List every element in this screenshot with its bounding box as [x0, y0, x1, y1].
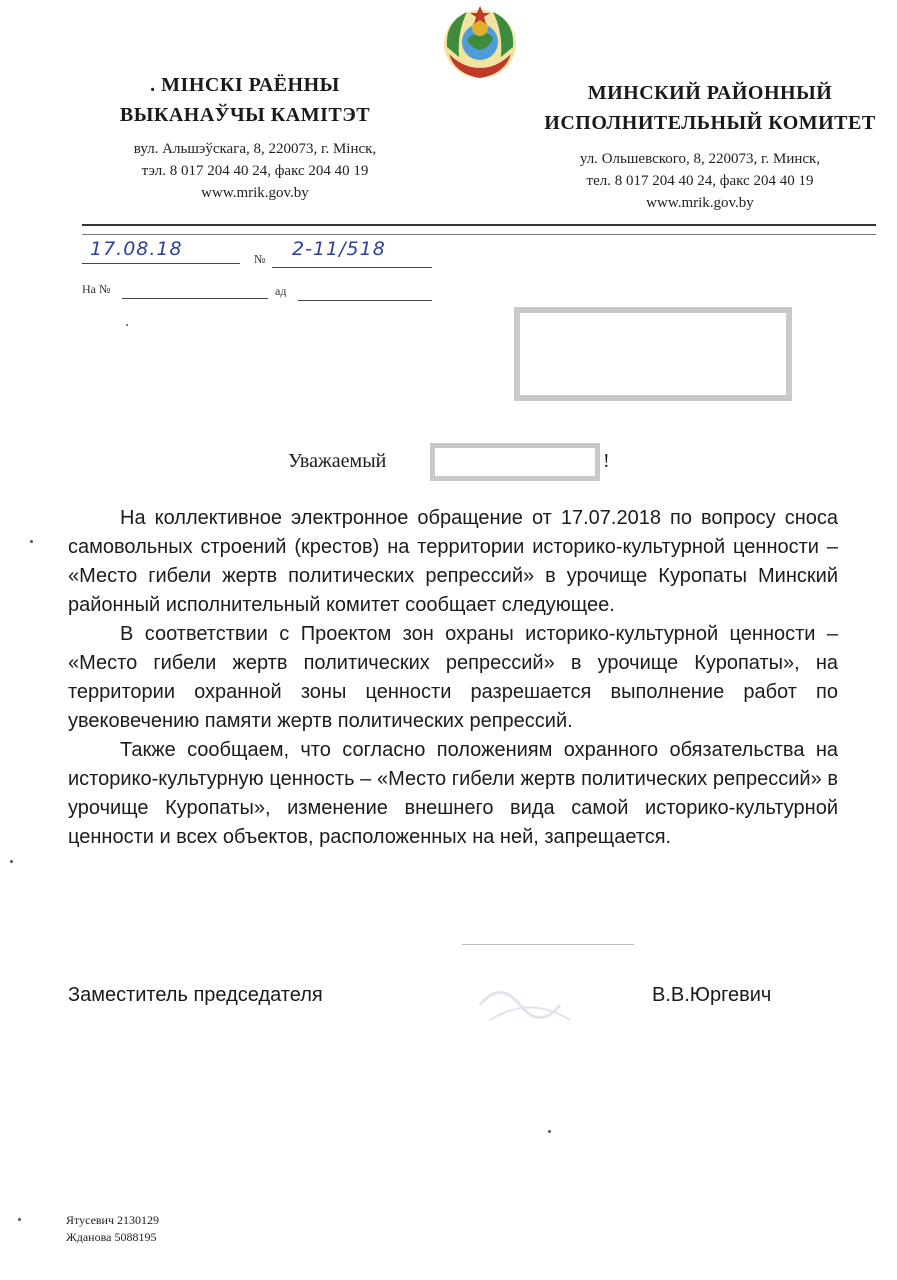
reference-label: На №: [82, 282, 111, 296]
org-name-by-line2: ВЫКАНАЎЧЫ КАМІТЭТ: [119, 104, 371, 126]
scan-speck: [548, 1130, 551, 1133]
letter-paragraph: В соответствии с Проектом зон охраны историко-культурной ценности – «Место гибели жертв политических репрессий» в урочище Куропаты», на территории охранной зоны ценности разрешается выполнение работ по увековечению памяти жертв политических репрессий.: [68, 623, 838, 732]
signatory-name: В.В.Юргевич: [652, 984, 772, 1006]
signature-line: [462, 944, 634, 945]
address-ru-line1: ул. Ольшевского, 8, 220073, г. Минск,: [579, 151, 821, 167]
letter-body: [68, 504, 838, 852]
org-name-ru: [520, 78, 897, 138]
reference-from-label: ад: [275, 284, 287, 298]
address-by: [80, 138, 430, 204]
scan-speck: [126, 324, 128, 326]
scan-speck: [10, 860, 13, 863]
scan-speck: [30, 540, 33, 543]
faint-stamp-icon: [470, 975, 590, 1035]
salutation-exclamation: !: [603, 450, 610, 472]
registration-date: 17.08.18: [90, 238, 183, 260]
header-divider-thick: [82, 224, 876, 226]
header-divider-thin: [82, 234, 876, 235]
org-name-ru-line2: ИСПОЛНИТЕЛЬНЫЙ КОМИТЕТ: [544, 112, 876, 134]
signatory-title: Заместитель председателя: [68, 984, 323, 1006]
letter-paragraph: На коллективное электронное обращение от 17.07.2018 по вопросу сноса самовольных строений (крестов) на территории историко-культурной ценности – «Место гибели жертв политических репрессий» в урочище Куропаты Минский районный исполнительный комитет сообщает следующее.: [68, 507, 838, 616]
state-emblem-icon: [437, 2, 523, 82]
address-by-line2: тэл. 8 017 204 40 24, факс 204 40 19: [141, 163, 369, 179]
address-ru: [530, 148, 870, 214]
address-by-line3: www.mrik.gov.by: [201, 185, 309, 201]
org-name-by: [95, 70, 395, 130]
salutation: Уважаемый: [288, 450, 387, 472]
number-underline: [272, 267, 432, 268]
executor-line: Ятусевич 2130129: [66, 1213, 160, 1227]
address-ru-line3: www.mrik.gov.by: [646, 195, 754, 211]
date-underline: [82, 263, 240, 264]
number-label: №: [254, 252, 266, 266]
reference-underline: [122, 298, 268, 299]
address-ru-line2: тел. 8 017 204 40 24, факс 204 40 19: [586, 173, 814, 189]
address-by-line1: вул. Альшэўскага, 8, 220073, г. Мінск,: [133, 141, 377, 157]
letter-paragraph: Также сообщаем, что согласно положениям охранного обязательства на историко-культурную ценность – «Место гибели жертв политических репрессий» в урочище Куропаты», изменение внешнего вида самой историко-культурной ценности и всех объектов, расположенных на ней, запрещается.: [68, 739, 838, 848]
redacted-name: [430, 443, 600, 481]
org-name-ru-line1: МИНСКИЙ РАЙОННЫЙ: [587, 82, 833, 104]
scan-speck: [18, 1218, 21, 1221]
registration-number: 2-11/518: [292, 238, 386, 260]
redacted-addressee: [514, 307, 792, 401]
executor-line: Жданова 5088195: [66, 1230, 157, 1244]
reference-from-underline: [298, 300, 432, 301]
org-name-by-line1: . МІНСКІ РАЁННЫ: [150, 74, 340, 96]
executors: [66, 1212, 159, 1246]
